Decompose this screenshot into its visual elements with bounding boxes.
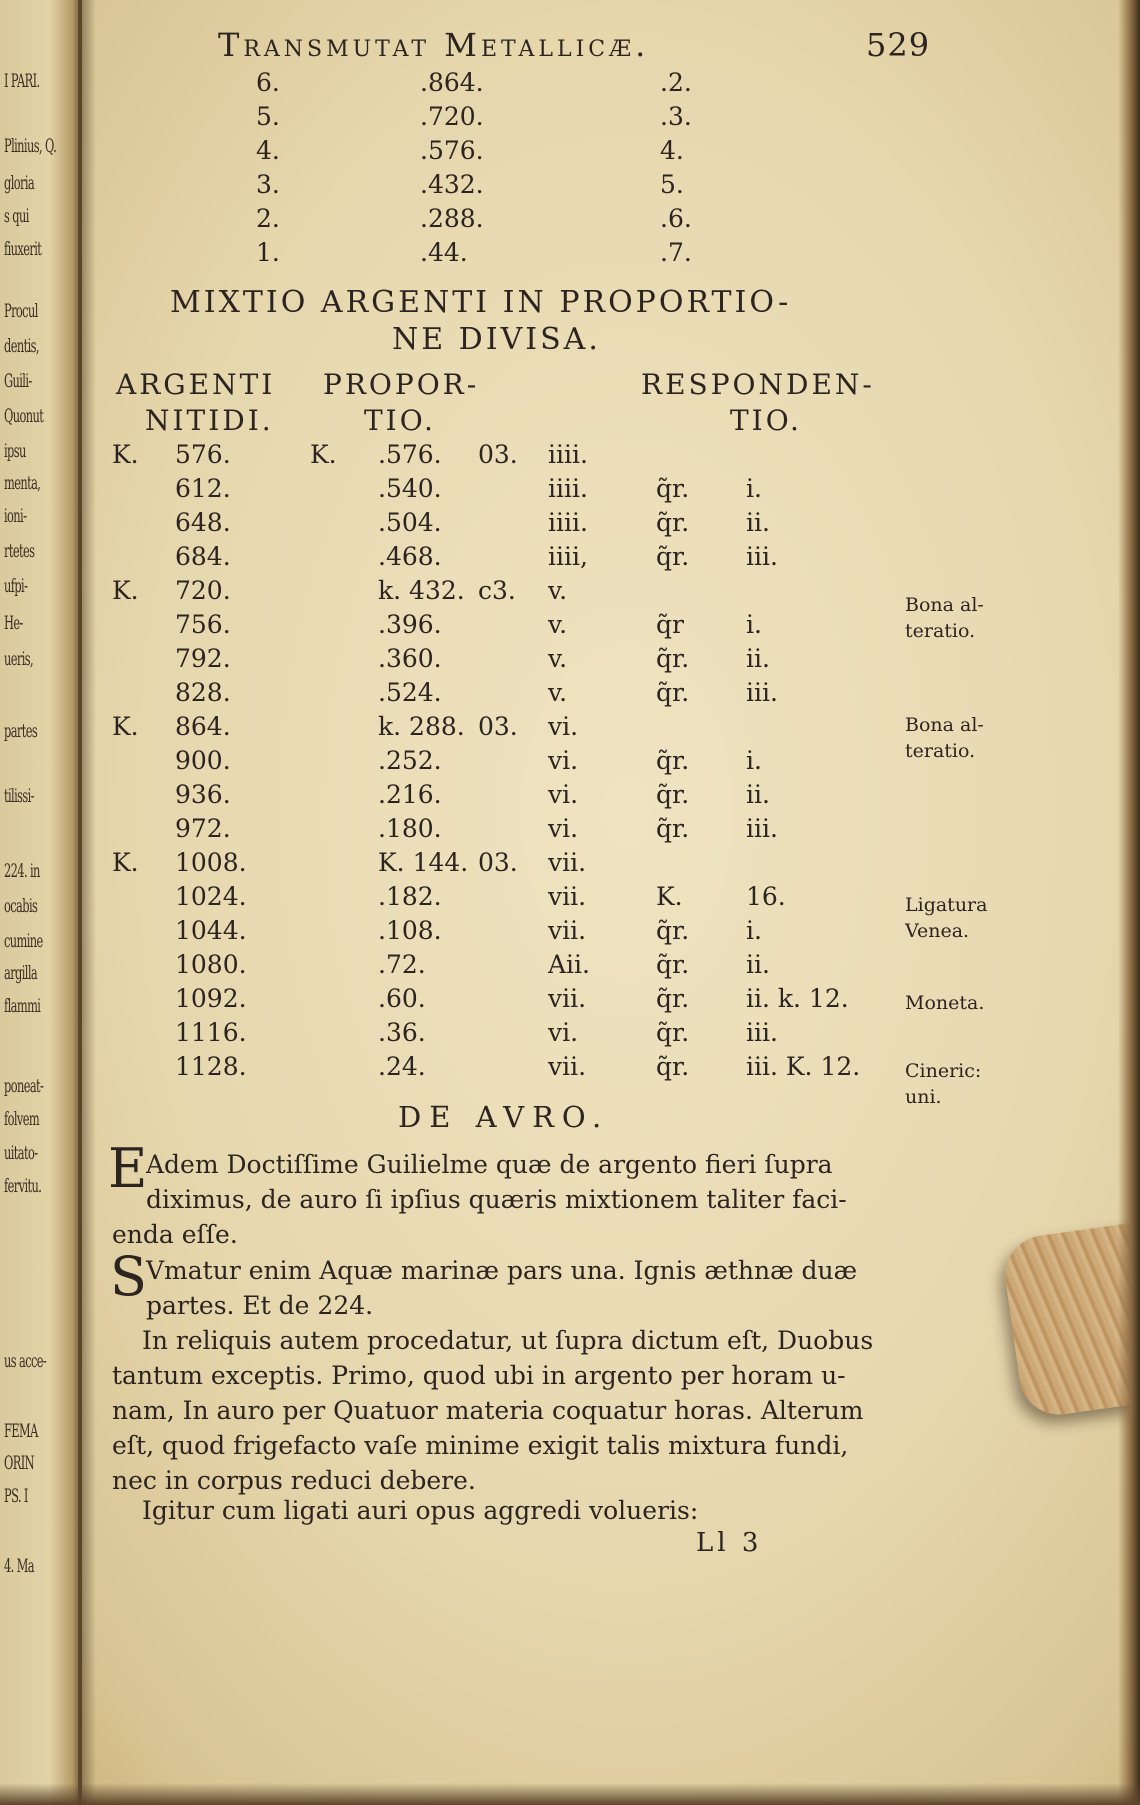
cell: .3. (660, 102, 692, 131)
cell: vi. (548, 780, 579, 809)
table-row (0, 102, 1000, 136)
column-header: RESPONDEN- (641, 368, 875, 401)
gutter-text: Procul (4, 300, 38, 322)
table-row (0, 814, 1000, 848)
cell: 684. (175, 542, 231, 571)
cell: 1092. (175, 984, 247, 1013)
gutter-text: Guili- (4, 370, 32, 392)
cell: i. (746, 610, 762, 639)
cell: q̃r. (656, 984, 690, 1013)
cell: .72. (378, 950, 426, 979)
cell: 576. (175, 440, 231, 469)
cell: 6. (256, 68, 280, 97)
column-header: PROPOR- (323, 368, 480, 401)
cell: .60. (378, 984, 426, 1013)
cell: 1128. (175, 1052, 247, 1081)
cell: K. 144. (378, 848, 469, 877)
gutter-text: rtetes (4, 540, 35, 562)
margin-note (905, 592, 984, 644)
cell: K. (112, 712, 139, 741)
gutter-text: cumine (4, 930, 43, 952)
drop-cap: E (108, 1137, 148, 1200)
cell: 792. (175, 644, 231, 673)
cell: vii. (548, 984, 587, 1013)
gutter-text: ioni- (4, 505, 27, 527)
cell: 3. (256, 170, 280, 199)
cell: vii. (548, 848, 587, 877)
cell: .44. (420, 238, 468, 267)
cell: iiii. (548, 508, 588, 537)
gutter-text: menta, (4, 472, 41, 494)
cell: q̃r. (656, 780, 690, 809)
gutter-text: PS. I (4, 1485, 28, 1507)
cell: q̃r. (656, 746, 690, 775)
cell: q̃r. (656, 916, 690, 945)
cell: 1044. (175, 916, 247, 945)
gutter-text: I PARI. (4, 70, 40, 92)
cell: 1024. (175, 882, 247, 911)
cell: .2. (660, 68, 692, 97)
cell: vii. (548, 1052, 587, 1081)
cell: 03. (478, 712, 518, 741)
gutter-text: ueris, (4, 648, 34, 670)
cell: q̃r. (656, 474, 690, 503)
cell: iii. (746, 542, 778, 571)
cell: iii. (746, 814, 778, 843)
cell: .540. (378, 474, 442, 503)
cell: 2. (256, 204, 280, 233)
gutter-text: 224. in (4, 860, 40, 882)
cell: q̃r. (656, 508, 690, 537)
cell: 936. (175, 780, 231, 809)
cell: 03. (478, 848, 518, 877)
gutter-text: ocabis (4, 895, 38, 917)
margin-note (905, 712, 984, 764)
cell: 4. (256, 136, 280, 165)
margin-note (905, 892, 987, 944)
table-row (0, 508, 1000, 542)
cell: vi. (548, 1018, 579, 1047)
paragraph-line: Igitur cum ligati auri opus aggredi volueris: (142, 1496, 699, 1525)
drop-cap: S (110, 1245, 147, 1308)
cell: 648. (175, 508, 231, 537)
cell: q̃r. (656, 678, 690, 707)
cell: iiii. (548, 474, 588, 503)
cell: iiii, (548, 542, 588, 571)
paragraph-line: tantum exceptis. Primo, quod ubi in argento per horam u- (112, 1361, 846, 1390)
cell: k. 432. (378, 576, 465, 605)
cell: vi. (548, 746, 579, 775)
margin-note (905, 990, 984, 1016)
gutter-text: s qui (4, 205, 29, 227)
cell: ii. (746, 644, 770, 673)
table-row (0, 610, 1000, 644)
gutter-text: poneat- (4, 1075, 44, 1097)
paragraph-line: diximus, de auro ſi ipſius quæris mixtionem taliter faci- (146, 1185, 847, 1214)
cell: q̃r. (656, 950, 690, 979)
cell: 1008. (175, 848, 247, 877)
table-row (0, 474, 1000, 508)
cell: q̃r. (656, 542, 690, 571)
column-header: TIO. (730, 404, 802, 437)
margin-note-line: Cineric: (905, 1060, 982, 1082)
cell: .576. (420, 136, 484, 165)
cell: .432. (420, 170, 484, 199)
cell: q̃r. (656, 1052, 690, 1081)
margin-note-line: Bona al- (905, 714, 984, 736)
cell: 16. (746, 882, 786, 911)
paragraph-line: nam, In auro per Quatuor materia coquatur horas. Alterum (112, 1396, 864, 1425)
cell: v. (548, 644, 568, 673)
cell: K. (112, 848, 139, 877)
cell: .24. (378, 1052, 426, 1081)
margin-note-line: Venea. (905, 920, 970, 942)
cell: .180. (378, 814, 442, 843)
gutter-text: ORIN (4, 1452, 35, 1474)
page-edge (0, 1783, 1140, 1805)
section-heading: DE AVRO. (398, 1100, 610, 1134)
table-row (0, 1052, 1000, 1086)
gutter-text: partes (4, 720, 38, 742)
cell: vii. (548, 916, 587, 945)
running-head-title: Transmutat Metallicæ. (218, 26, 650, 64)
cell: 756. (175, 610, 231, 639)
cell: q̃r. (656, 1018, 690, 1047)
cell: ii. (746, 508, 770, 537)
paragraph-line: Adem Doctiſſime Guilielme quæ de argento fieri ſupra (146, 1150, 833, 1179)
table-row (0, 712, 1000, 746)
cell: v. (548, 678, 568, 707)
cell: v. (548, 576, 568, 605)
cell: K. (310, 440, 337, 469)
gutter-text: us acce- (4, 1350, 47, 1372)
cell: 1. (256, 238, 280, 267)
gutter-text: He- (4, 612, 23, 634)
cell: .720. (420, 102, 484, 131)
cell: ii. (746, 950, 770, 979)
running-head (218, 26, 931, 66)
cell: .7. (660, 238, 692, 267)
table-row (0, 644, 1000, 678)
section-title-continued: NE DIVISA. (392, 322, 601, 357)
gutter-text: tilissi- (4, 785, 34, 807)
cell: vi. (548, 814, 579, 843)
cell: K. (112, 440, 139, 469)
paragraph-line: In reliquis autem procedatur, ut ſupra dictum eſt, Duobus (142, 1326, 874, 1355)
table-row (0, 68, 1000, 102)
cell: 5. (660, 170, 684, 199)
cell: .182. (378, 882, 442, 911)
cell: .360. (378, 644, 442, 673)
cell: 900. (175, 746, 231, 775)
gutter-text: dentis, (4, 335, 39, 357)
gutter-text: fiuxerit (4, 238, 42, 260)
gutter-text: FEMA (4, 1420, 38, 1442)
table-row (0, 848, 1000, 882)
paragraph-line: enda eſſe. (112, 1220, 238, 1249)
gutter-text: folvem (4, 1108, 40, 1130)
table-row (0, 780, 1000, 814)
cell: q̃r. (656, 644, 690, 673)
cell: Aii. (548, 950, 590, 979)
table-row (0, 542, 1000, 576)
cell: 4. (660, 136, 684, 165)
cell: 828. (175, 678, 231, 707)
page-number: 529 (866, 26, 931, 64)
cell: q̃r. (656, 814, 690, 843)
cell: v. (548, 610, 568, 639)
paragraph-line: eſt, quod frigefacto vaſe minime exigit talis mixtura fundi, (112, 1431, 849, 1460)
table-row (0, 1018, 1000, 1052)
gutter-text: fervitu. (4, 1175, 42, 1197)
cell: .576. (378, 440, 442, 469)
cell: .396. (378, 610, 442, 639)
table-row (0, 916, 1000, 950)
table-row (0, 576, 1000, 610)
cell: .216. (378, 780, 442, 809)
cell: .524. (378, 678, 442, 707)
cell: vi. (548, 712, 579, 741)
gutter-text: uitato- (4, 1142, 38, 1164)
paragraph-line: nec in corpus reduci debere. (112, 1466, 476, 1495)
cell: iii. (746, 1018, 778, 1047)
column-header: NITIDI. (145, 404, 274, 437)
cell: 1116. (175, 1018, 247, 1047)
gutter-text: ipsu (4, 440, 26, 462)
cell: ii. (746, 780, 770, 809)
cell: q̃r (656, 610, 684, 639)
cell: 720. (175, 576, 231, 605)
margin-note-line: uni. (905, 1086, 942, 1108)
section-title: MIXTIO ARGENTI IN PROPORTIO- (170, 285, 792, 320)
gutter-text: argilla (4, 962, 38, 984)
table-row (0, 136, 1000, 170)
cell: ii. k. 12. (746, 984, 849, 1013)
table-row (0, 170, 1000, 204)
cell: 864. (175, 712, 231, 741)
cell: .504. (378, 508, 442, 537)
gutter-text: 4. Ma (4, 1555, 34, 1577)
cell: iii. (746, 678, 778, 707)
gutter-text: Plinius, Q. (4, 135, 57, 157)
gutter-text: flammi (4, 995, 41, 1017)
cell: .252. (378, 746, 442, 775)
table-row (0, 882, 1000, 916)
cell: .108. (378, 916, 442, 945)
paragraph-line: Vmatur enim Aquæ marinæ pars una. Ignis æthnæ duæ (146, 1256, 858, 1285)
cell: .864. (420, 68, 484, 97)
cell: .468. (378, 542, 442, 571)
table-row (0, 950, 1000, 984)
column-header: TIO. (364, 404, 436, 437)
cell: .6. (660, 204, 692, 233)
page-edge (1118, 0, 1140, 1805)
margin-note-line: Bona al- (905, 594, 984, 616)
cell: i. (746, 746, 762, 775)
table-row (0, 204, 1000, 238)
cell: vii. (548, 882, 587, 911)
margin-note-line: teratio. (905, 740, 976, 762)
gutter-text: Quonut (4, 405, 44, 427)
cell: K. (656, 882, 683, 911)
cell: 972. (175, 814, 231, 843)
margin-note-line: teratio. (905, 620, 976, 642)
margin-note-line: Moneta. (905, 992, 985, 1014)
table-row (0, 440, 1000, 474)
table-row (0, 984, 1000, 1018)
cell: c3. (478, 576, 516, 605)
column-header: ARGENTI (116, 368, 276, 401)
table-row (0, 678, 1000, 712)
cell: .36. (378, 1018, 426, 1047)
cell: 03. (478, 440, 518, 469)
gutter-text: ufpi- (4, 575, 28, 597)
margin-note-line: Ligatura (905, 894, 988, 916)
cell: 5. (256, 102, 280, 131)
table-row (0, 238, 1000, 272)
cell: k. 288. (378, 712, 465, 741)
cell: i. (746, 916, 762, 945)
table-row (0, 746, 1000, 780)
cell: iiii. (548, 440, 588, 469)
cell: .288. (420, 204, 484, 233)
signature-mark: Ll 3 (696, 1528, 763, 1558)
cell: K. (112, 576, 139, 605)
margin-note (905, 1058, 981, 1110)
cell: iii. K. 12. (746, 1052, 861, 1081)
cell: 612. (175, 474, 231, 503)
cell: 1080. (175, 950, 247, 979)
cell: i. (746, 474, 762, 503)
paragraph-line: partes. Et de 224. (146, 1291, 374, 1320)
gutter-text: gloria (4, 172, 35, 194)
